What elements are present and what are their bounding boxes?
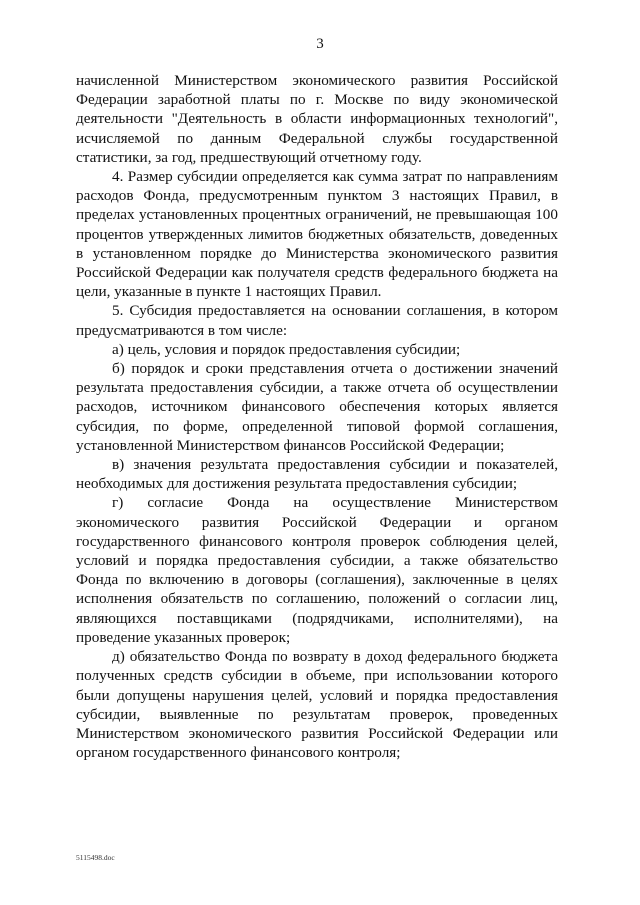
paragraph-item-4: 4. Размер субсидии определяется как сумма затрат по направлениям расходов Фонда, предусмотренным пунктом 3 настоящих Правил, в пределах установленных процентных ограничений, не превышающая 100 процентов утвержденных лимитов бюджетных обязательств, доведенных в установленном порядке до Министерства экономического развития Российской Федерации как получателя средств федерального бюджета на цели, указанные в пункте 1 настоящих Правил. [76,168,558,301]
subitem-v: в) значения результата предоставления субсидии и показателей, необходимых для достижения результата предоставления субсидии; [76,456,558,493]
paragraph-item-5: 5. Субсидия предоставляется на основании соглашения, в котором предусматриваются в том числе: [76,302,558,339]
subitem-d: д) обязательство Фонда по возврату в доход федерального бюджета полученных средств субсидии в объеме, при использовании которого были допущены нарушения целей, условий и порядка предоставления субсидии, выявленные по результатам проверок, проведенных Министерством экономического развития Российской Федерации или органом государственного финансового контроля; [76,648,558,762]
paragraph-continuation: начисленной Министерством экономического развития Российской Федерации заработной платы по г. Москве по виду экономической деятельности "Деятельность в области информационных технологий", исчисляемой по данным Федеральной службы государственной статистики, за год, предшествующий отчетному году. [76,72,558,166]
page-number: 3 [316,36,324,52]
subitem-a: а) цель, условия и порядок предоставления субсидии; [112,340,461,358]
document-body [76,71,558,762]
subitem-b: б) порядок и сроки представления отчета о достижении значений результата предоставления субсидии, а также отчета об осуществлении расходов, источником финансового обеспечения которых является субсидия, по форме, определенной типовой формой соглашения, установленной Министерством финансов Российской Федерации; [76,360,558,454]
subitem-g: г) согласие Фонда на осуществление Министерством экономического развития Российской Федерации и органом государственного финансового контроля проверок соблюдения целей, условий и порядка предоставления субсидии, а также обязательство Фонда по включению в договоры (соглашения), заключенные в целях исполнения обязательств по соглашению, положений о согласии лиц, являющихся поставщиками (подрядчиками, исполнителями), на проведение указанных проверок; [76,494,558,646]
footer-filename: 5115498.doc [76,853,115,862]
